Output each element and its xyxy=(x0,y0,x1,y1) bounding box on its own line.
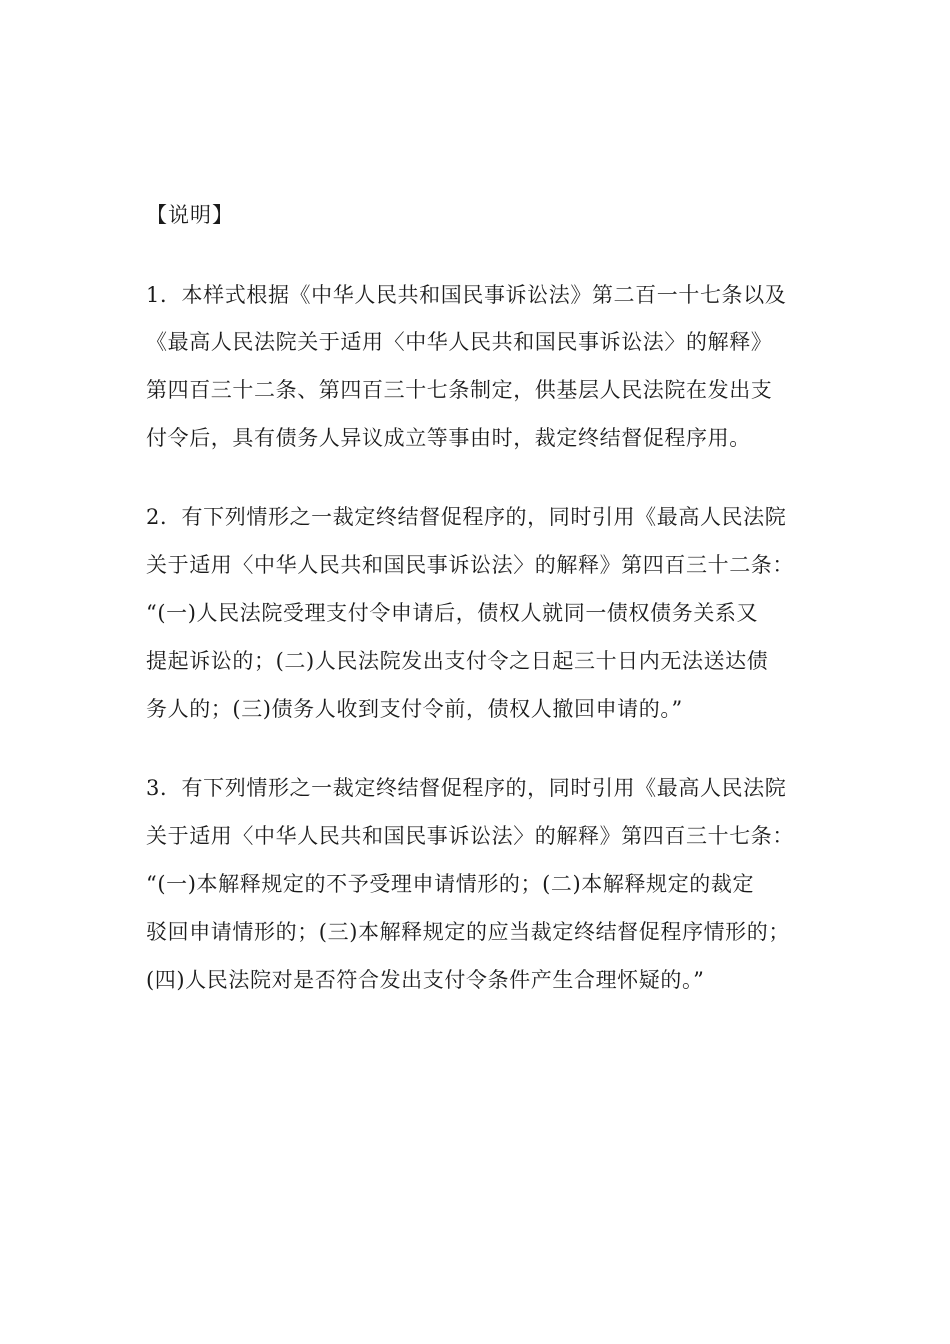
paragraph-3-line-4: 驳回申请情形的；(三)本解释规定的应当裁定终结督促程序情形的； xyxy=(146,920,790,944)
paragraph-2-line-2: 关于适用〈中华人民共和国民事诉讼法〉的解释》第四百三十二条： xyxy=(146,553,794,577)
paragraph-2-line-5: 务人的；(三)债务人收到支付令前，债权人撤回申请的。” xyxy=(146,697,683,721)
paragraph-3-line-2: 关于适用〈中华人民共和国民事诉讼法〉的解释》第四百三十七条： xyxy=(146,824,794,848)
paragraph-3-line-1: 3．有下列情形之一裁定终结督促程序的，同时引用《最高人民法院 xyxy=(146,776,787,800)
paragraph-1-line-3: 第四百三十二条、第四百三十七条制定，供基层人民法院在发出支 xyxy=(146,378,773,402)
paragraph-1-line-2: 《最高人民法院关于适用〈中华人民共和国民事诉讼法〉的解释》 xyxy=(146,330,773,354)
paragraph-2-line-4: 提起诉讼的；(二)人民法院发出支付令之日起三十日内无法送达债 xyxy=(146,649,769,673)
paragraph-1-line-4: 付令后，具有债务人异议成立等事由时，裁定终结督促程序用。 xyxy=(146,426,751,450)
paragraph-3-line-5: (四)人民法院对是否符合发出支付令条件产生合理怀疑的。” xyxy=(146,968,705,992)
paragraph-3-line-3: “(一)本解释规定的不予受理申请情形的；(二)本解释规定的裁定 xyxy=(146,872,755,896)
section-heading: 【说明】 xyxy=(146,203,234,227)
paragraph-2-line-3: “(一)人民法院受理支付令申请后，债权人就同一债权债务关系又 xyxy=(146,601,759,625)
paragraph-1-line-1: 1．本样式根据《中华人民共和国民事诉讼法》第二百一十七条以及 xyxy=(146,283,787,307)
paragraph-2-line-1: 2．有下列情形之一裁定终结督促程序的，同时引用《最高人民法院 xyxy=(146,505,787,529)
